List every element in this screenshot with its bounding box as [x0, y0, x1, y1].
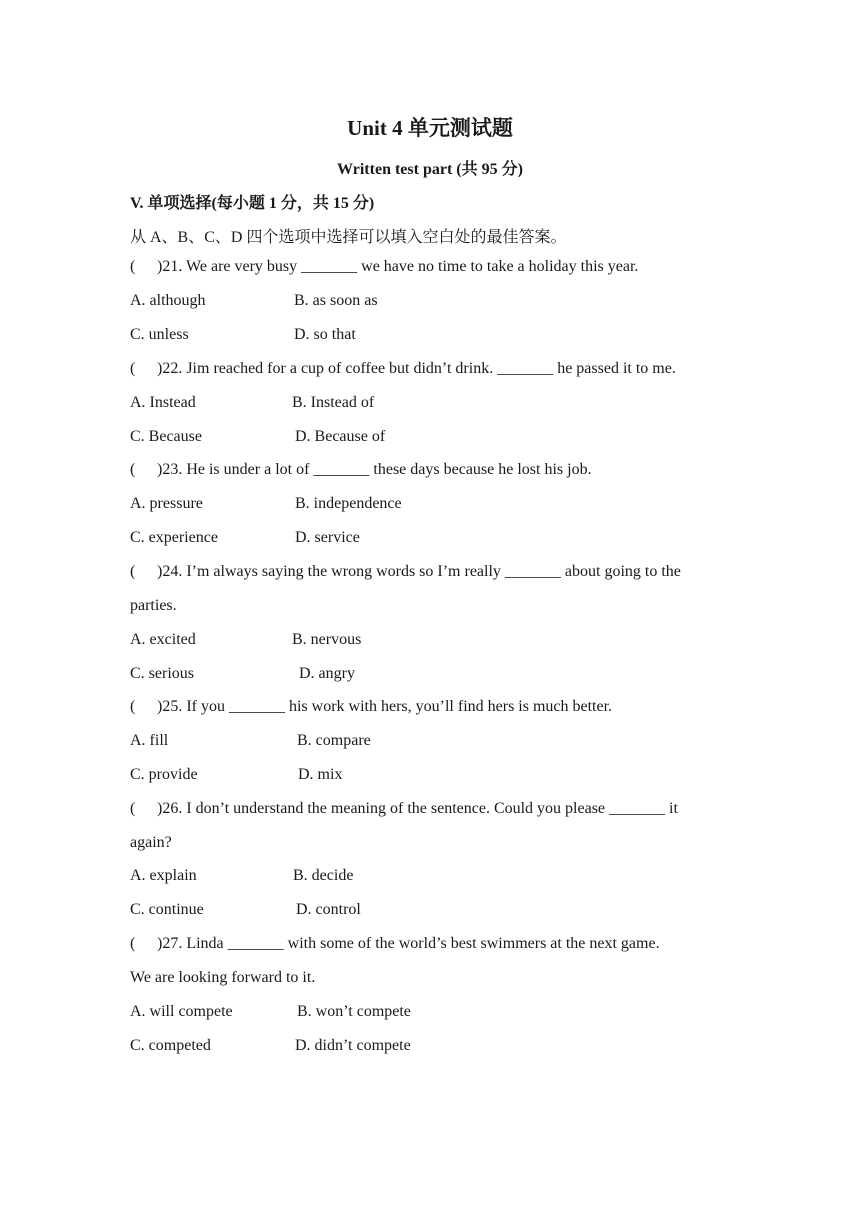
option-b: B. decide [293, 867, 354, 884]
question-22-stem: ( )22. Jim reached for a cup of coffee but didn’t drink. _______ he passed it to me. [130, 360, 676, 377]
option-a: A. fill [130, 732, 169, 749]
answer-bracket: ( [130, 563, 136, 580]
answer-bracket: ( [130, 258, 136, 275]
option-c: C. unless [130, 326, 189, 343]
option-b: B. won’t compete [297, 1003, 411, 1020]
question-26-stem: ( )26. I don’t understand the meaning of the sentence. Could you please _______ it [130, 800, 678, 817]
option-a: A. excited [130, 631, 196, 648]
option-a: A. Instead [130, 394, 196, 411]
answer-bracket: ( [130, 461, 136, 478]
question-27-stem-continued: We are looking forward to it. [130, 969, 316, 986]
option-d: D. control [296, 901, 361, 918]
answer-bracket: ( [130, 800, 136, 817]
option-d: D. angry [299, 665, 355, 682]
question-25-stem: ( )25. If you _______ his work with hers, you’ll find hers is much better. [130, 698, 613, 715]
page-title: Unit 4 单元测试题 [347, 116, 513, 140]
option-a: A. will compete [130, 1003, 233, 1020]
option-b: B. as soon as [294, 292, 378, 309]
option-d: D. Because of [295, 428, 386, 445]
answer-bracket: ( [130, 935, 136, 952]
option-d: D. so that [294, 326, 356, 343]
question-23-stem: ( )23. He is under a lot of _______ these days because he lost his job. [130, 461, 592, 478]
option-b: B. compare [297, 732, 371, 749]
section-instructions: 从 A、B、C、D 四个选项中选择可以填入空白处的最佳答案。 [130, 229, 567, 246]
option-c: C. serious [130, 665, 194, 682]
section-heading: V. 单项选择(每小题 1 分，共 15 分) [130, 195, 375, 212]
option-b: B. independence [295, 495, 402, 512]
option-a: A. explain [130, 867, 197, 884]
question-27-stem: ( )27. Linda _______ with some of the world’s best swimmers at the next game. [130, 935, 660, 952]
question-26-stem-continued: again? [130, 834, 172, 851]
option-d: D. didn’t compete [295, 1037, 411, 1054]
page-subtitle: Written test part (共 95 分) [337, 161, 523, 178]
answer-bracket: ( [130, 698, 136, 715]
option-b: B. nervous [292, 631, 362, 648]
option-b: B. Instead of [292, 394, 375, 411]
option-c: C. Because [130, 428, 202, 445]
option-d: D. service [295, 529, 360, 546]
option-c: C. experience [130, 529, 218, 546]
question-21-stem: ( )21. We are very busy _______ we have no time to take a holiday this year. [130, 258, 639, 275]
question-24-stem: ( )24. I’m always saying the wrong words so I’m really _______ about going to the [130, 563, 681, 580]
option-a: A. pressure [130, 495, 203, 512]
option-a: A. although [130, 292, 206, 309]
option-c: C. competed [130, 1037, 211, 1054]
answer-bracket: ( [130, 360, 136, 377]
option-c: C. provide [130, 766, 198, 783]
option-d: D. mix [298, 766, 343, 783]
question-24-stem-continued: parties. [130, 597, 177, 614]
option-c: C. continue [130, 901, 204, 918]
